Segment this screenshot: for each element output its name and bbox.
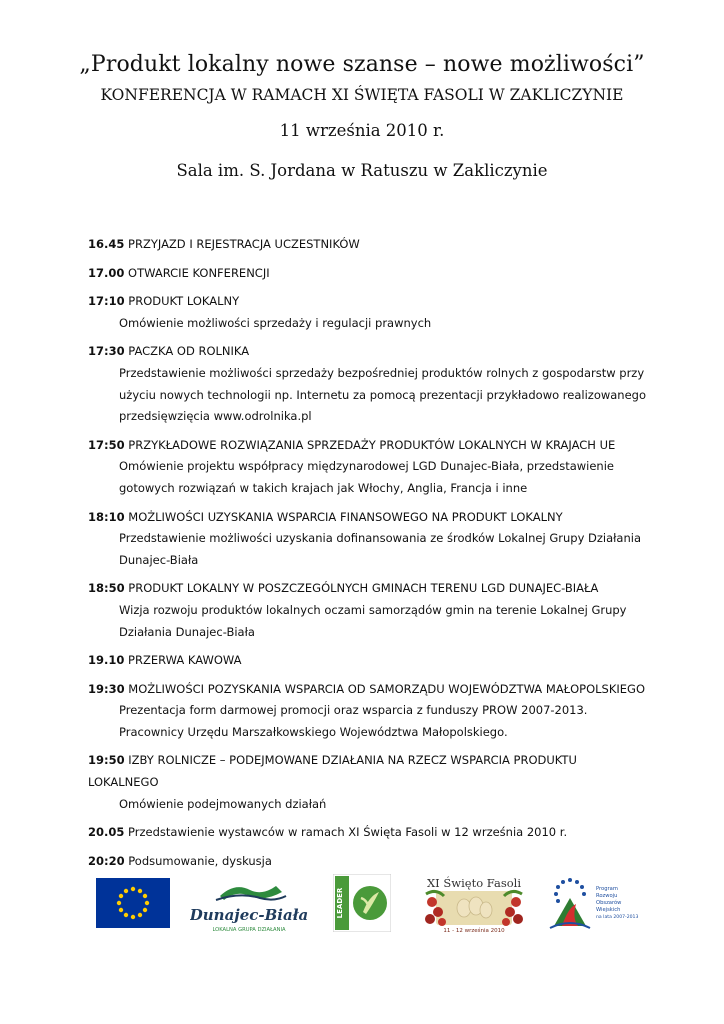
item-description: użyciu nowych technologii np. Internetu za pomocą prezentacji przykładowo realizowanego (119, 387, 647, 402)
schedule-item (88, 234, 648, 256)
item-description: Omówienie możliwości sprzedaży i regulacji prawnych (119, 315, 432, 330)
item-time: 17:10 (88, 294, 125, 309)
schedule-item (88, 263, 648, 285)
item-time: 18:50 (88, 581, 125, 596)
item-description: Omówienie projektu współpracy międzynarodowej LGD Dunajec-Biała, przedstawienie (119, 459, 614, 474)
item-title: PRODUKT LOKALNY W POSZCZEGÓLNYCH GMINACH TERENU LGD DUNAJEC-BIAŁA (128, 581, 599, 596)
item-time: 20.05 (88, 825, 125, 840)
eu-flag-logo (96, 878, 170, 928)
item-title: IZBY ROLNICZE – PODEJMOWANE DZIAŁANIA NA RZECZ WSPARCIA PRODUKTU LOKALNEGO (88, 753, 577, 790)
item-description: Działania Dunajec-Biała (119, 624, 255, 639)
item-description: Przedstawienie możliwości sprzedaży bezpośredniej produktów rolnych z gospodarstw przy (119, 365, 645, 380)
item-time: 18:10 (88, 509, 125, 524)
conference-venue: Sala im. S. Jordana w Ratuszu w Zakliczynie (176, 161, 548, 180)
item-time: 19:30 (88, 681, 125, 696)
item-title: OTWARCIE KONFERENCJI (128, 265, 270, 280)
item-time: 19.10 (88, 653, 125, 668)
festival-dates: 11 - 12 września 2010 (443, 928, 505, 934)
item-description: Omówienie podejmowanych działań (119, 796, 327, 811)
schedule-item (88, 341, 648, 427)
item-title: PACZKA OD ROLNIKA (128, 344, 250, 359)
item-time: 17.00 (88, 265, 125, 280)
prow-line1: Program (596, 886, 618, 892)
item-description: Wizja rozwoju produktów lokalnych oczami samorządów gmin na terenie Lokalnej Grupy (119, 602, 627, 617)
schedule-item (88, 578, 648, 643)
leader-label: LEADER (336, 887, 344, 919)
dunajec-river-icon (216, 895, 286, 900)
prow-line4: Wiejskich (596, 907, 621, 913)
schedule-item (88, 822, 648, 844)
eu-flag-background (96, 878, 170, 928)
schedule-item (88, 679, 648, 744)
conference-date: 11 września 2010 r. (279, 121, 445, 140)
schedule-item (88, 507, 648, 572)
item-description: Prezentacja form darmowej promocji oraz wsparcia z funduszy PROW 2007-2013. (119, 703, 588, 718)
prow-line3: Obszarów (596, 900, 622, 906)
item-title: PRZYKŁADOWE ROZWIĄZANIA SPRZEDAŻY PRODUKTÓW LOKALNYCH W KRAJACH UE (128, 437, 616, 452)
leader-logo (333, 874, 391, 932)
item-title: PRZYJAZD I REJESTRACJA UCZESTNIKÓW (128, 237, 360, 251)
schedule-item (88, 291, 648, 334)
conference-title: „Produkt lokalny nowe szanse – nowe możliwości” (79, 52, 645, 77)
item-time: 17:30 (88, 344, 125, 359)
schedule (88, 234, 648, 879)
item-title: PRODUKT LOKALNY (128, 294, 240, 309)
festival-logo (424, 872, 524, 934)
item-title: MOŻLIWOŚCI UZYSKANIA WSPARCIA FINANSOWEGO NA PRODUKT LOKALNY (128, 509, 563, 524)
item-description: Dunajec-Biała (119, 552, 199, 567)
festival-title: XI Święto Fasoli (426, 876, 522, 890)
dunajec-tagline: LOKALNA GRUPA DZIAŁANIA (212, 927, 286, 933)
item-time: 20:20 (88, 853, 125, 868)
prow-logo (548, 874, 640, 934)
item-time: 19:50 (88, 753, 125, 768)
item-description: Pracownicy Urzędu Marszałkowskiego Województwa Małopolskiego. (119, 724, 508, 739)
dunajec-hills-icon (220, 886, 282, 900)
item-description: Przedstawienie możliwości uzyskania dofinansowania ze środków Lokalnej Grupy Działania (119, 531, 642, 546)
item-description: gotowych rozwiązań w takich krajach jak Włochy, Anglia, Francja i inne (119, 480, 528, 495)
dunajec-name: Dunajec-Biała (190, 906, 308, 924)
schedule-item (88, 435, 648, 500)
conference-subtitle: KONFERENCJA W RAMACH XI ŚWIĘTA FASOLI W ZAKLICZYNIE (100, 86, 624, 104)
item-title: MOŻLIWOŚCI POZYSKANIA WSPARCIA OD SAMORZĄDU WOJEWÓDZTWA MAŁOPOLSKIEGO (128, 681, 645, 696)
schedule-item (88, 650, 648, 672)
schedule-item (88, 750, 648, 815)
item-time: 16.45 (88, 237, 125, 251)
sponsor-logos (0, 866, 724, 938)
prow-line5: na lata 2007-2013 (596, 915, 639, 920)
item-title: PRZERWA KAWOWA (128, 653, 242, 668)
dunajec-biala-logo (190, 878, 308, 934)
prow-line2: Rozwoju (596, 893, 618, 899)
item-title: Przedstawienie wystawców w ramach XI Święta Fasoli w 12 września 2010 r. (128, 825, 568, 840)
item-time: 17:50 (88, 437, 125, 452)
item-title: Podsumowanie, dyskusja (128, 853, 272, 868)
item-description: przedsięwzięcia www.odrolnika.pl (119, 409, 312, 424)
